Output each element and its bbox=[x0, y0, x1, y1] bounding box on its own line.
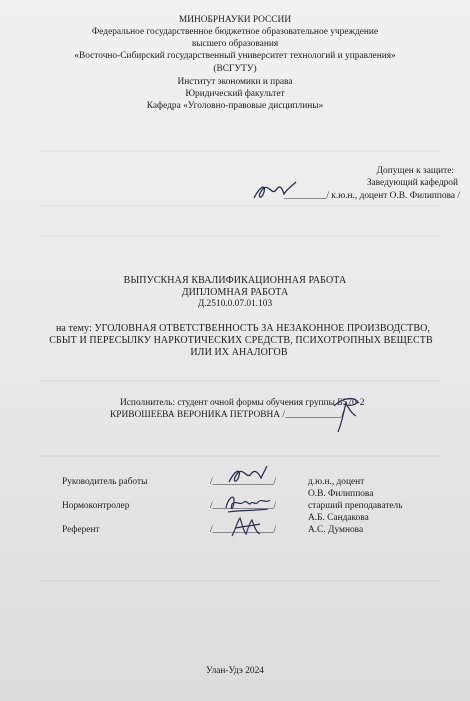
work-topic-line1: на тему: УГОЛОВНАЯ ОТВЕТСТВЕННОСТЬ ЗА НЕЗАКОННОЕ ПРОИЗВОДСТВО, bbox=[55, 323, 431, 334]
faculty-name: Юридический факультет bbox=[185, 89, 285, 99]
normcontroller-signature bbox=[222, 490, 272, 516]
bleed-through bbox=[40, 380, 440, 382]
education-level: высшего образования bbox=[191, 39, 279, 49]
institution-type: Федеральное государственное бюджетное образовательное учреждение bbox=[91, 27, 379, 37]
work-topic-line3: ИЛИ ИХ АНАЛОГОВ bbox=[190, 347, 288, 358]
university-name: «Восточно-Сибирский государственный университет технологий и управления» bbox=[74, 51, 396, 61]
bleed-through bbox=[40, 205, 440, 207]
work-type: ВЫПУСКНАЯ КВАЛИФИКАЦИОННАЯ РАБОТА bbox=[123, 275, 347, 286]
ministry-name: МИНОБРНАУКИ РОССИИ bbox=[178, 15, 292, 25]
department-name: Кафедра «Уголовно-правовые дисциплины» bbox=[146, 101, 324, 111]
supervisor-signature-line: /_____________/ bbox=[210, 477, 277, 487]
referent-name: А.С. Думнова bbox=[308, 525, 364, 535]
work-code: Д.2510.0.07.01.103 bbox=[197, 299, 273, 309]
referent-role: Референт bbox=[62, 525, 100, 535]
performer-info: Исполнитель: студент очной формы обучения группы Б570-2 bbox=[120, 398, 365, 408]
bleed-through bbox=[40, 235, 440, 237]
performer-signature bbox=[328, 392, 364, 434]
head-signature-line: _________/ к.ю.н., доцент О.В. Филиппова / bbox=[284, 191, 460, 201]
institute-name: Институт экономики и права bbox=[177, 77, 293, 87]
city-year: Улан-Удэ 2024 bbox=[206, 666, 264, 676]
referent-signature-line: /_____________/ bbox=[210, 525, 277, 535]
normcontroller-signature-line: /_____________/ bbox=[210, 501, 277, 511]
head-signature bbox=[250, 178, 298, 204]
bleed-through bbox=[40, 580, 440, 582]
work-topic-line2: СБЫТ И ПЕРЕСЫЛКУ НАРКОТИЧЕСКИХ СРЕДСТВ, ПСИХОТРОПНЫХ ВЕЩЕСТВ bbox=[49, 335, 433, 346]
normcontroller-role: Нормоконтролер bbox=[62, 501, 130, 511]
bleed-through bbox=[40, 455, 440, 457]
university-abbr: (ВСГУТУ) bbox=[213, 64, 257, 74]
supervisor-signature bbox=[225, 462, 269, 488]
bleed-through bbox=[40, 150, 440, 152]
work-subtype: ДИПЛОМНАЯ РАБОТА bbox=[181, 287, 289, 298]
normcontroller-name: А.Б. Сандакова bbox=[308, 513, 369, 523]
supervisor-role: Руководитель работы bbox=[62, 477, 148, 487]
performer-name: КРИВОШЕЕВА ВЕРОНИКА ПЕТРОВНА /____________/ bbox=[110, 410, 344, 420]
normcontroller-position: старший преподаватель bbox=[308, 501, 403, 511]
referent-signature bbox=[228, 514, 264, 540]
admitted-label: Допущен к защите: bbox=[376, 166, 454, 176]
supervisor-degree: д.ю.н., доцент bbox=[308, 477, 365, 487]
supervisor-name: О.В. Филиппова bbox=[308, 489, 374, 499]
head-of-department: Заведующий кафедрой bbox=[366, 178, 458, 188]
